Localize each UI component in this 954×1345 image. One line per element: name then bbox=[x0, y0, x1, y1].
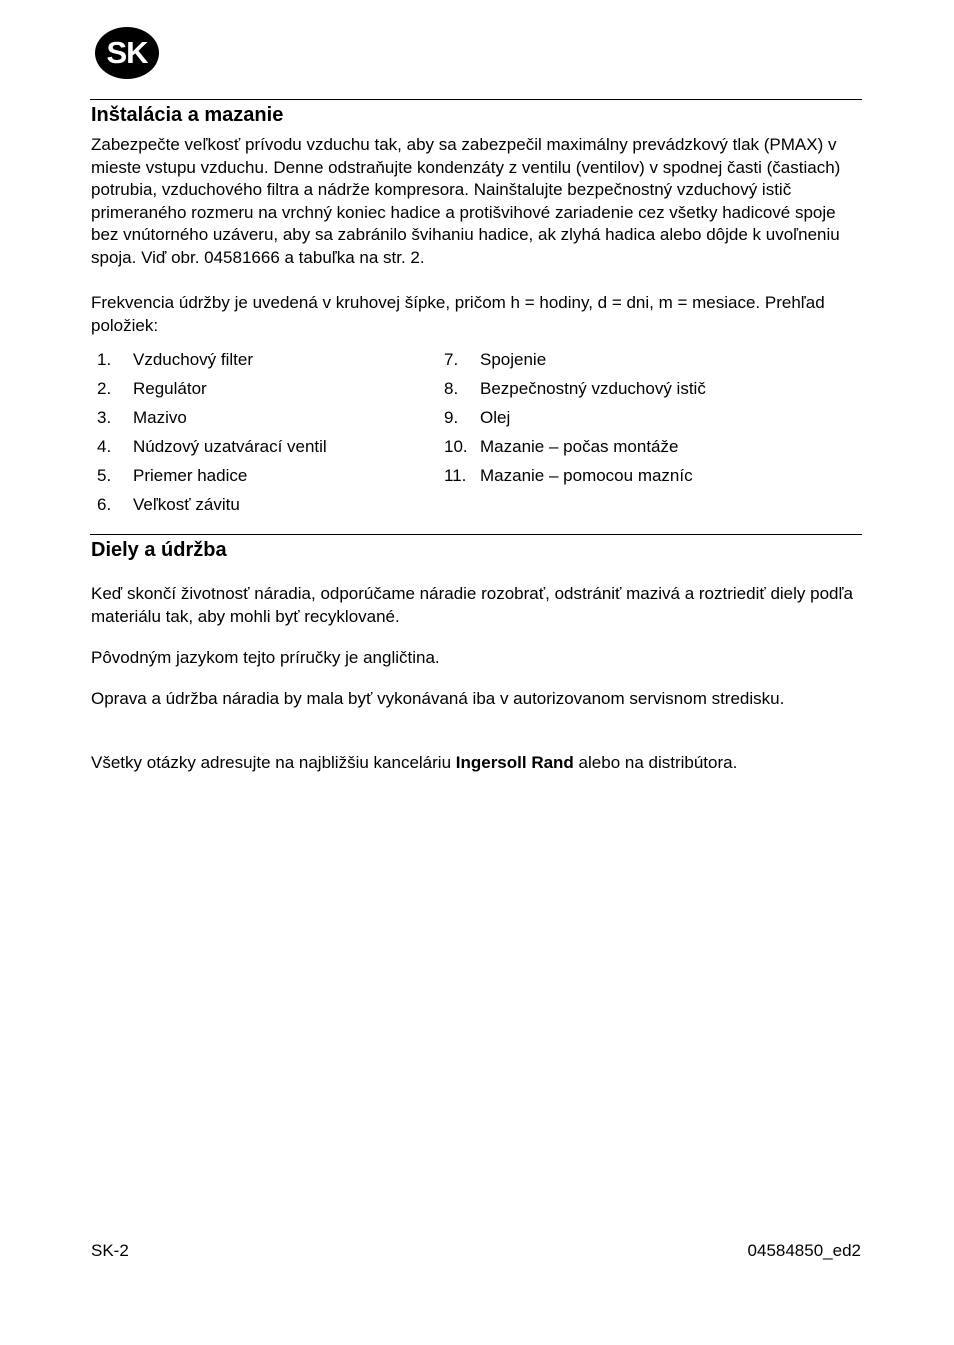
item-label: Regulátor bbox=[133, 379, 207, 398]
item-label: Mazivo bbox=[133, 408, 187, 427]
item-number: 1. bbox=[97, 350, 112, 369]
list-item bbox=[444, 407, 706, 436]
item-label: Mazanie – počas montáže bbox=[480, 437, 679, 456]
list-item bbox=[444, 378, 706, 407]
list-item bbox=[444, 465, 706, 494]
item-number: 10. bbox=[444, 437, 468, 456]
item-label: Priemer hadice bbox=[133, 466, 248, 485]
item-label: Mazanie – pomocou mazníc bbox=[480, 466, 693, 485]
document-id: 04584850_ed2 bbox=[747, 1241, 861, 1260]
brand-name: Ingersoll Rand bbox=[455, 753, 574, 772]
list-item bbox=[97, 436, 327, 465]
list-item bbox=[444, 349, 706, 378]
items-list-left bbox=[97, 349, 327, 523]
contact-text-end: alebo na distribútora. bbox=[573, 753, 738, 772]
item-number: 6. bbox=[97, 495, 112, 514]
item-label: Spojenie bbox=[480, 350, 547, 369]
frequency-paragraph: Frekvencia údržby je uvedená v kruhovej šípke, pričom h = hodiny, d = dni, m = mesiace. Prehľad položiek: bbox=[91, 293, 825, 335]
list-item bbox=[97, 349, 327, 378]
section-title-parts: Diely a údržba bbox=[91, 539, 227, 561]
item-number: 11. bbox=[444, 466, 467, 485]
item-number: 7. bbox=[444, 350, 459, 369]
list-item bbox=[97, 378, 327, 407]
item-label: Núdzový uzatvárací ventil bbox=[133, 437, 327, 456]
list-item bbox=[97, 494, 327, 523]
item-number: 5. bbox=[97, 466, 112, 485]
service-paragraph: Oprava a údržba náradia by mala byť vykonávaná iba v autorizovanom servisnom stredisku. bbox=[91, 689, 785, 708]
list-item bbox=[97, 407, 327, 436]
installation-paragraph: Zabezpečte veľkosť prívodu vzduchu tak, aby sa zabezpečil maximálny prevádzkový tlak (PMAX) v mieste vstupu vzduchu. Denne odstraňujte kondenzáty z ventilu (ventilov) v spodnej časti (častiach) potrubia, vzduchového filtra a nádrže kompresora. Nainštalujte bezpečnostný vzduchový istič primeraného rozmeru na vrchný koniec hadice a protišvihové zariadenie cez všetky hadicové spoje bez vnútorného uzáveru, aby sa zabránilo švihaniu hadice, ak zlyhá hadica alebo dôjde k uvoľneniu spoja. Viď obr. 04581666 a tabuľka na str. 2. bbox=[91, 135, 841, 267]
list-item bbox=[444, 436, 706, 465]
contact-paragraph bbox=[91, 752, 863, 775]
item-label: Olej bbox=[480, 408, 511, 427]
list-item bbox=[97, 465, 327, 494]
top-divider bbox=[90, 99, 862, 100]
items-list-right bbox=[444, 349, 706, 494]
language-paragraph: Pôvodným jazykom tejto príručky je angličtina. bbox=[91, 648, 440, 667]
item-number: 3. bbox=[97, 408, 112, 427]
item-number: 9. bbox=[444, 408, 459, 427]
item-label: Bezpečnostný vzduchový istič bbox=[480, 379, 706, 398]
contact-text: Všetky otázky adresujte na najbližšiu kanceláriu bbox=[91, 753, 456, 772]
language-badge: SK bbox=[95, 27, 159, 79]
item-label: Veľkosť závitu bbox=[133, 495, 240, 514]
item-label: Vzduchový filter bbox=[133, 350, 253, 369]
section-divider bbox=[90, 534, 862, 535]
section-title-installation: Inštalácia a mazanie bbox=[91, 104, 284, 126]
item-number: 2. bbox=[97, 379, 112, 398]
item-number: 8. bbox=[444, 379, 459, 398]
page-number: SK-2 bbox=[91, 1241, 129, 1260]
recycling-paragraph: Keď skončí životnosť náradia, odporúčame náradie rozobrať, odstrániť mazivá a roztriediť diely podľa materiálu tak, aby mohli byť recyklované. bbox=[91, 584, 853, 626]
item-number: 4. bbox=[97, 437, 112, 456]
